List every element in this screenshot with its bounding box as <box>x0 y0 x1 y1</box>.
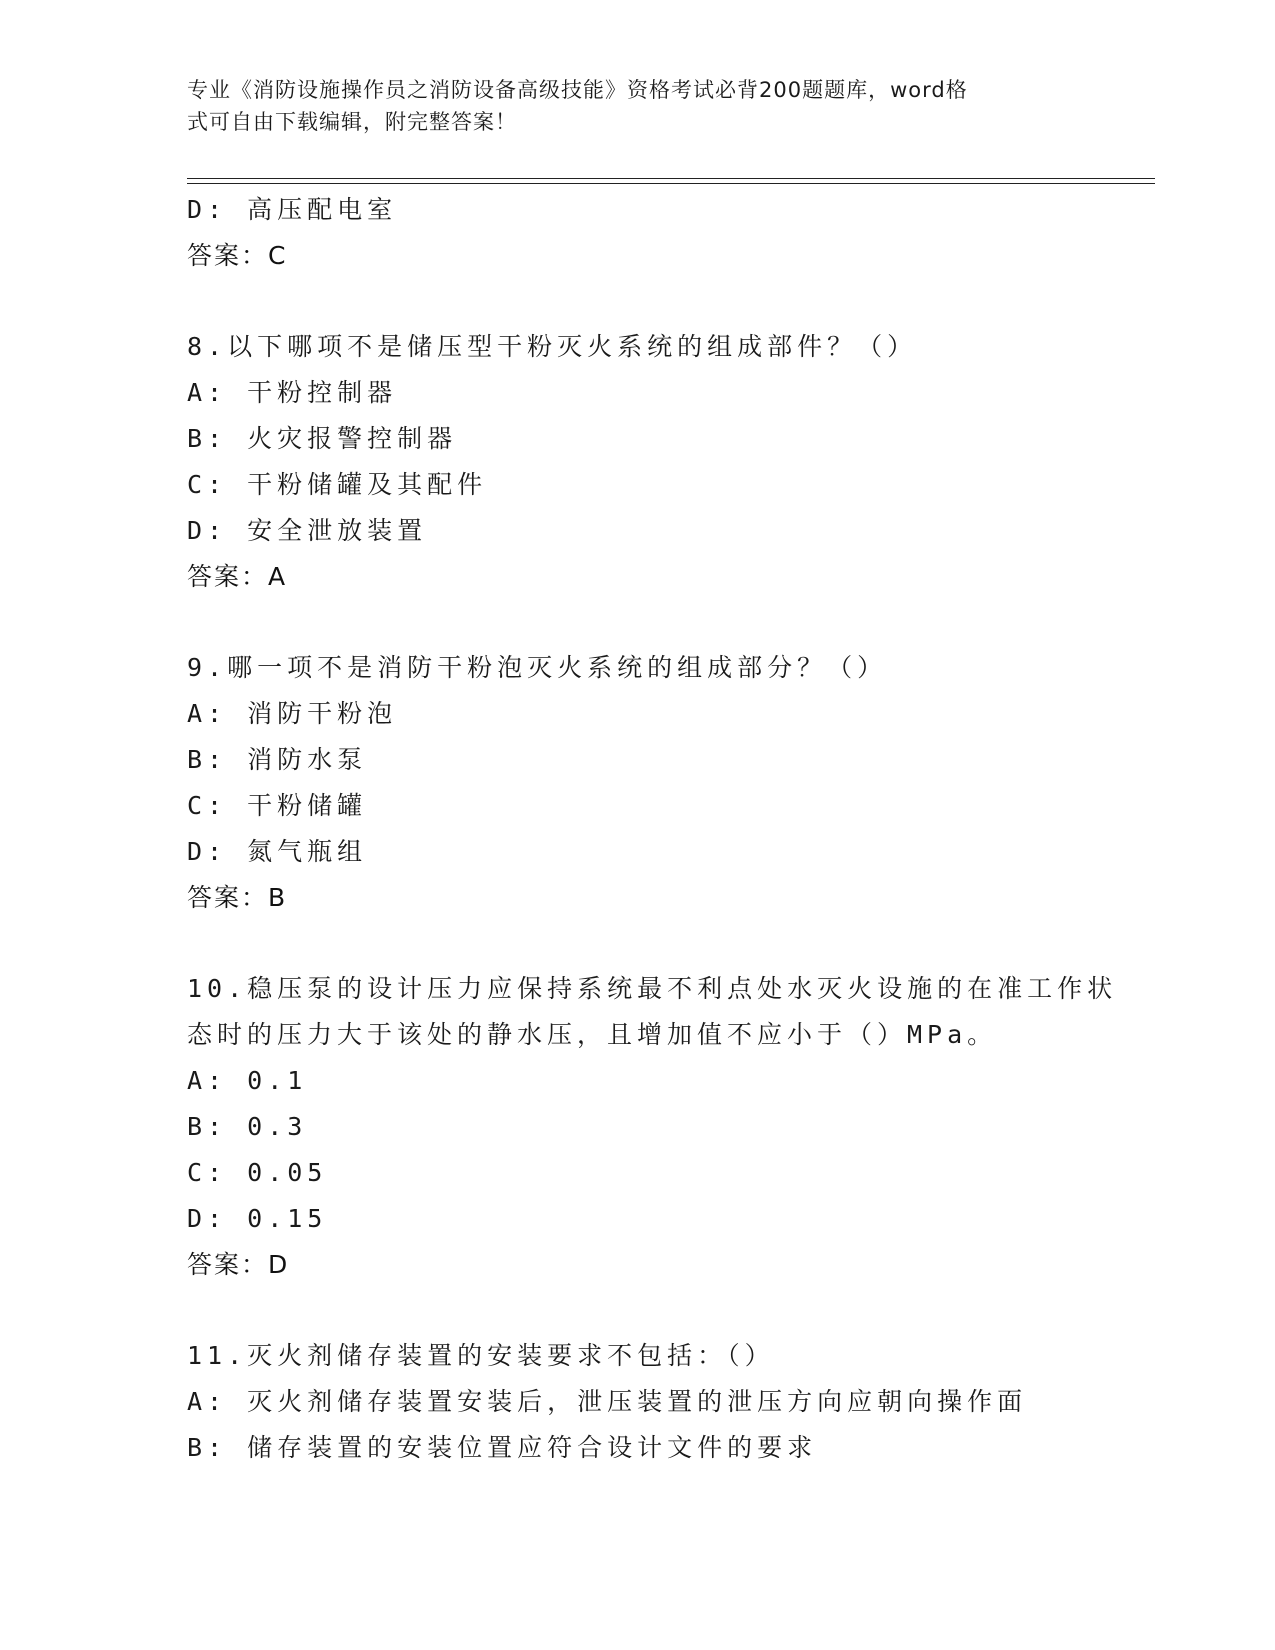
option-a: A: 灭火剂储存装置安装后，泄压装置的泄压方向应朝向操作面 <box>187 1387 1028 1416</box>
option-c: C: 0.05 <box>187 1158 328 1187</box>
option-c: C: 干粉储罐及其配件 <box>187 470 488 499</box>
header-line-1: 专业《消防设施操作员之消防设备高级技能》资格考试必背200题题库，word格 <box>187 78 968 102</box>
option-b: B: 消防水泵 <box>187 745 368 774</box>
header-divider-bottom <box>187 183 1155 184</box>
question-8 <box>187 324 1155 600</box>
option-d: D: 安全泄放装置 <box>187 516 428 545</box>
question-11 <box>187 1333 1155 1471</box>
answer-label: 答案：D <box>187 1250 290 1279</box>
option-b: B: 火灾报警控制器 <box>187 424 458 453</box>
question-text: 9.哪一项不是消防干粉泡灭火系统的组成部分？（） <box>187 653 888 682</box>
option-b: B: 0.3 <box>187 1112 308 1141</box>
option-d: D: 氮气瓶组 <box>187 837 368 866</box>
option-d: D: 0.15 <box>187 1204 328 1233</box>
option-b: B: 储存装置的安装位置应符合设计文件的要求 <box>187 1433 818 1462</box>
question-text-line-1: 10.稳压泵的设计压力应保持系统最不利点处水灭火设施的在准工作状 <box>187 974 1118 1003</box>
option-d: D: 高压配电室 <box>187 195 398 224</box>
question-text: 8.以下哪项不是储压型干粉灭火系统的组成部件？（） <box>187 332 918 361</box>
question-list <box>187 187 1155 1471</box>
header-divider-top <box>187 178 1155 179</box>
question-text: 11.灭火剂储存装置的安装要求不包括：（） <box>187 1341 775 1370</box>
previous-question-tail <box>187 187 1155 279</box>
answer-label: 答案：A <box>187 562 288 591</box>
answer-label: 答案：C <box>187 241 288 270</box>
answer-label: 答案：B <box>187 883 288 912</box>
document-header <box>187 74 1067 138</box>
option-c: C: 干粉储罐 <box>187 791 368 820</box>
question-10 <box>187 966 1155 1288</box>
question-text-line-2: 态时的压力大于该处的静水压，且增加值不应小于（）MPa。 <box>187 1020 998 1049</box>
option-a: A: 消防干粉泡 <box>187 699 398 728</box>
question-9 <box>187 645 1155 921</box>
header-line-2: 式可自由下载编辑，附完整答案！ <box>187 110 517 134</box>
option-a: A: 0.1 <box>187 1066 308 1095</box>
option-a: A: 干粉控制器 <box>187 378 398 407</box>
